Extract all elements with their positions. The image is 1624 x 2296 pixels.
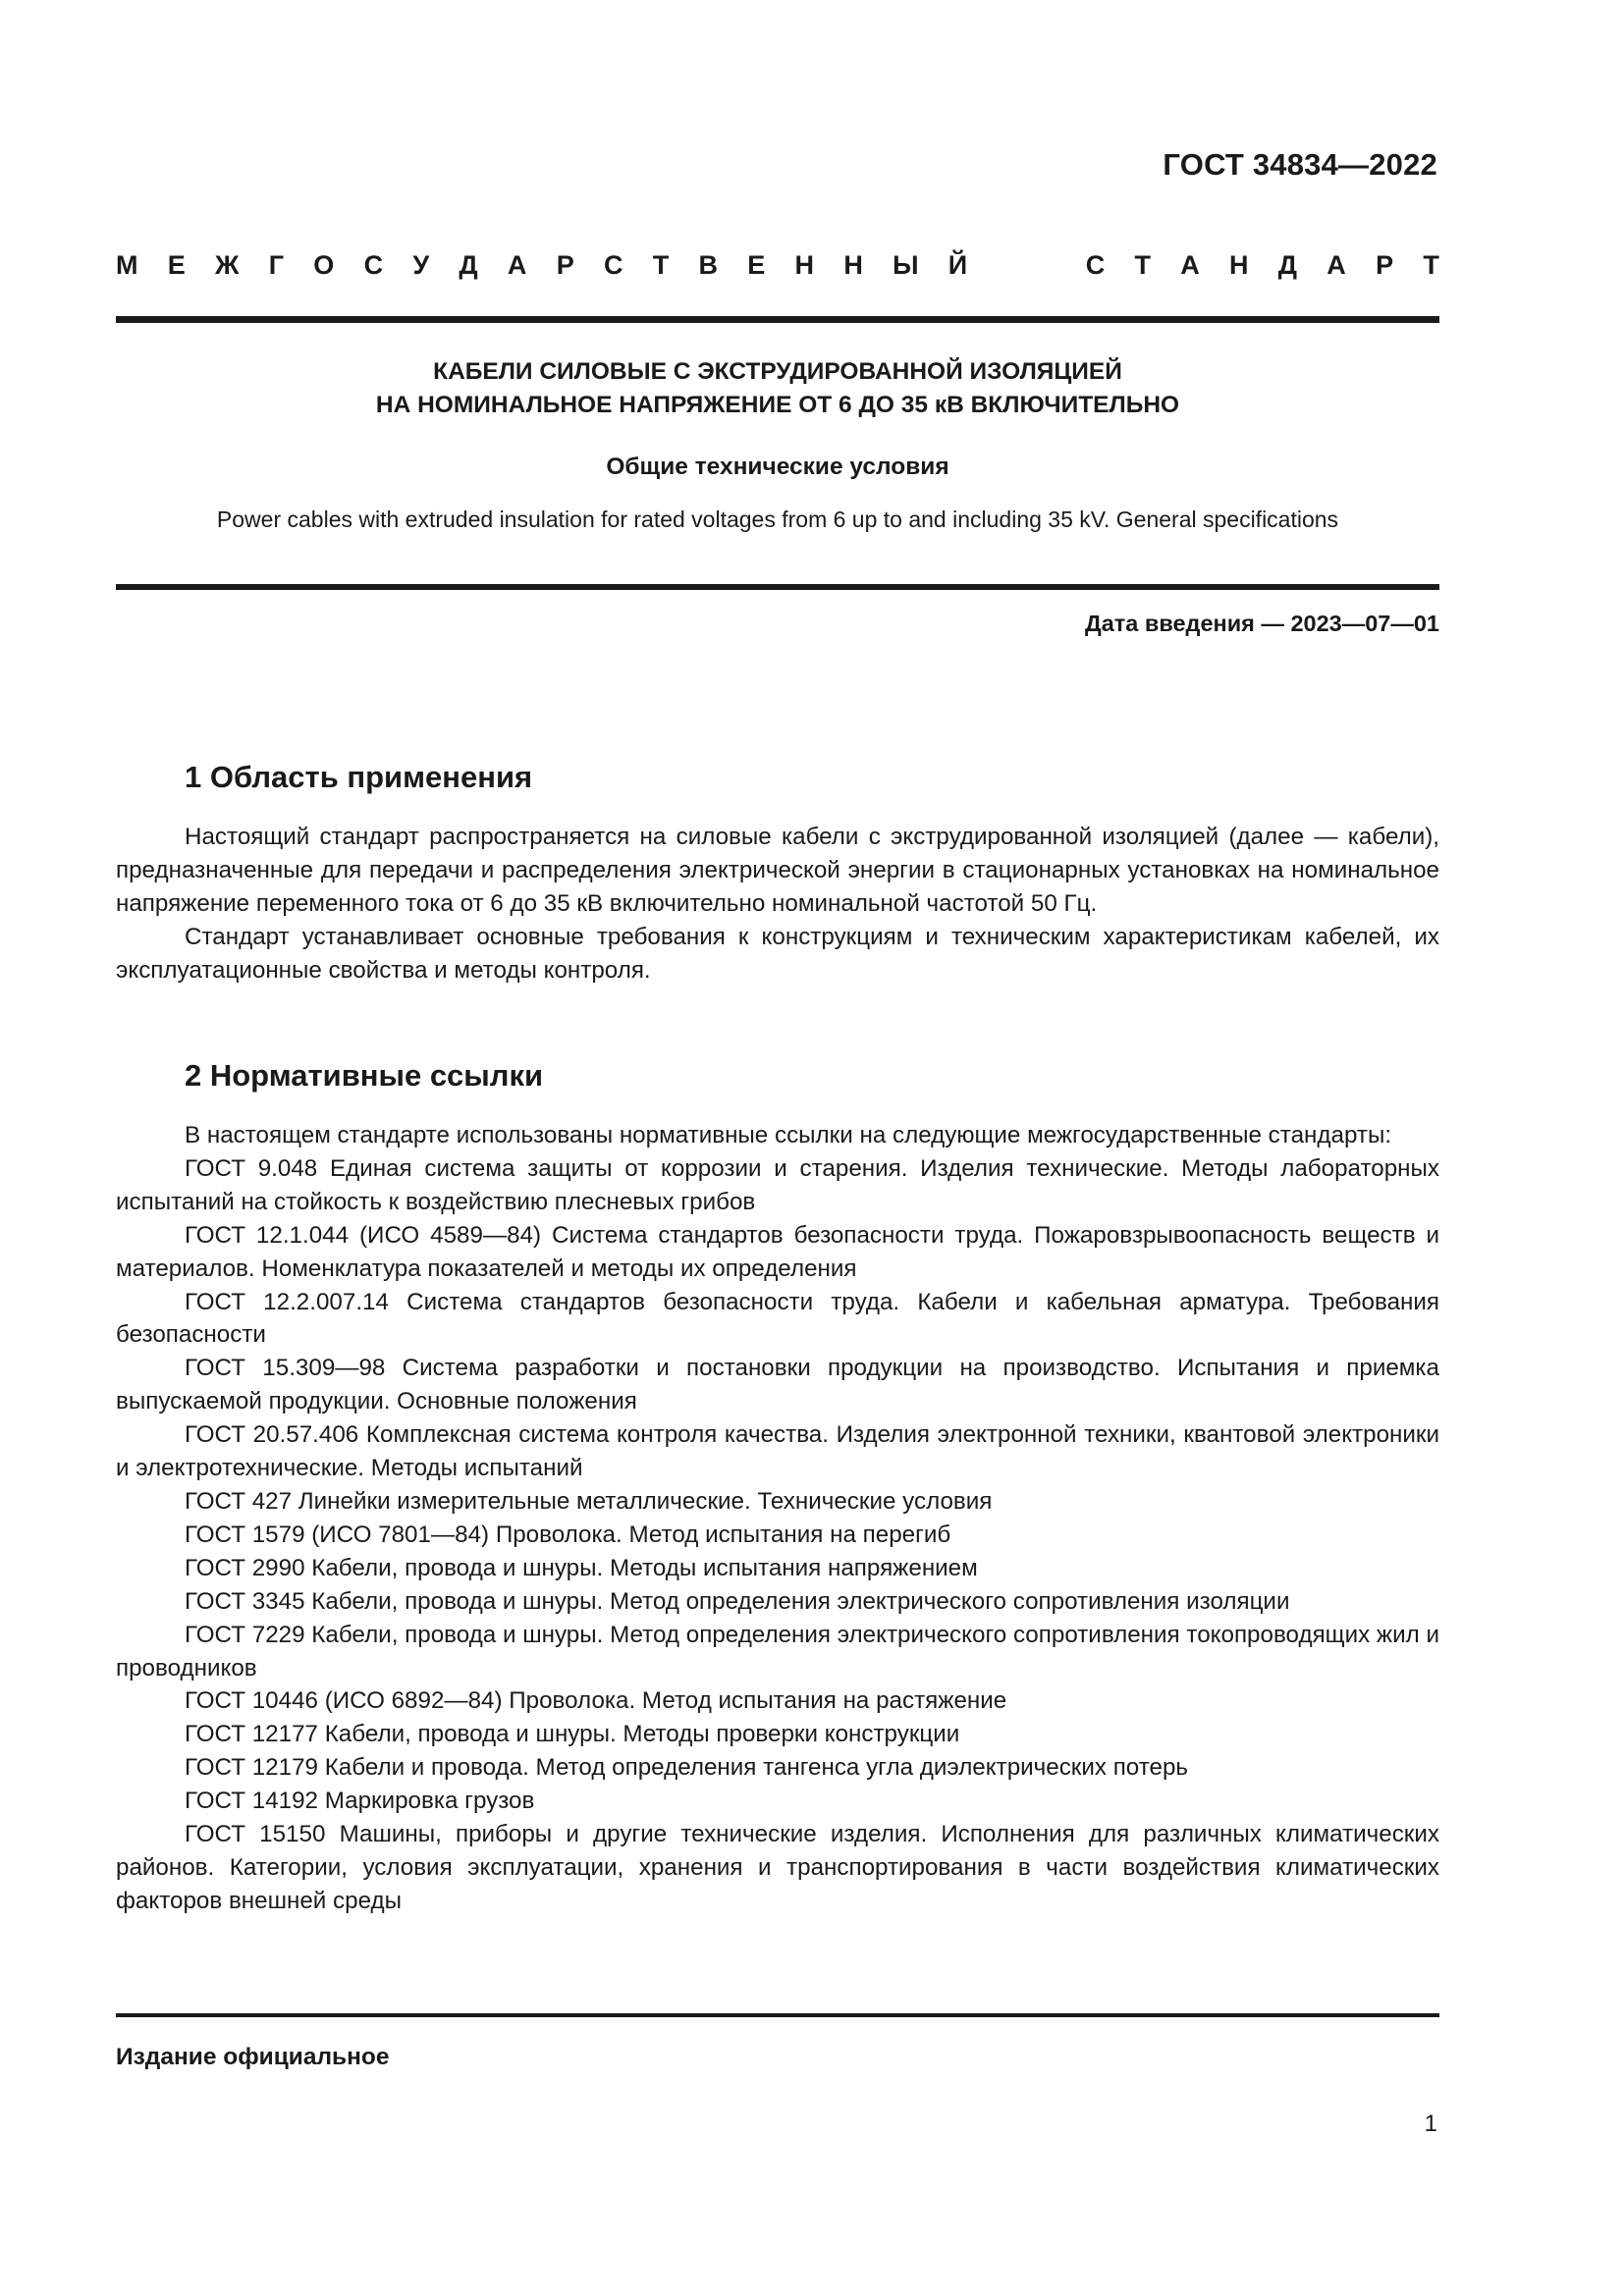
banner-letter: Н [794,250,815,280]
title-divider [116,584,1439,590]
introduction-date: Дата введения — 2023—07—01 [1084,611,1439,636]
banner-letter: Ж [215,250,240,280]
banner-letter: Ы [893,250,919,280]
section-1-heading: 1 Область применения [185,760,533,794]
reference-item: ГОСТ 1579 (ИСО 7801—84) Проволока. Метод испытания на перегиб [185,1521,951,1548]
paragraph: В настоящем стандарте использованы нормативные ссылки на следующие межгосударственные стандарты: [185,1122,1392,1148]
reference-item: ГОСТ 15150 Машины, приборы и другие технические изделия. Исполнения для различных климатических районов. Категории, условия эксплуатации, хранения и транспортирования в части воздействия климатических факторов внешней среды [116,1821,1439,1914]
banner-letter: А [1180,250,1200,280]
reference-item: ГОСТ 12.2.007.14 Система стандартов безопасности труда. Кабели и кабельная арматура. Требования безопасности [116,1288,1439,1349]
banner-letter: Т [1423,250,1439,280]
reference-item: ГОСТ 3345 Кабели, провода и шнуры. Метод определения электрического сопротивления изоляции [185,1587,1290,1615]
page-number: 1 [1424,2110,1437,2137]
banner-letter: А [507,250,527,280]
section-2-heading: 2 Нормативные ссылки [185,1058,544,1093]
banner-letter: Н [843,250,863,280]
reference-item: ГОСТ 7229 Кабели, провода и шнуры. Метод определения электрического сопротивления токопроводящих жил и проводников [116,1621,1439,1682]
banner-letter: Т [652,250,670,280]
reference-item: ГОСТ 12179 Кабели и провода. Метод определения тангенса угла диэлектрических потерь [185,1754,1189,1782]
title-line-2: НА НОМИНАЛЬНОЕ НАПРЯЖЕНИЕ ОТ 6 ДО 35 кВ ВКЛЮЧИТЕЛЬНО [375,392,1180,418]
banner-letter: Н [1229,250,1249,280]
banner-letter: Р [556,250,574,280]
title-line-1: КАБЕЛИ СИЛОВЫЕ С ЭКСТРУДИРОВАННОЙ ИЗОЛЯЦИЕЙ [433,358,1122,385]
banner-letter: А [1326,250,1346,280]
reference-item: ГОСТ 2990 Кабели, провода и шнуры. Методы испытания напряжением [185,1554,978,1581]
footer-divider [116,2013,1439,2017]
banner-letter: С [603,250,623,280]
banner-letter: В [698,250,718,280]
reference-item: ГОСТ 12.1.044 (ИСО 4589—84) Система стандартов безопасности труда. Пожаровзрывоопасность веществ и материалов. Номенклатура показателей и методы их определения [116,1221,1439,1282]
banner-letter: Е [167,250,186,280]
reference-item: ГОСТ 20.57.406 Комплексная система контроля качества. Изделия электронной техники, квантовой электроники и электротехнические. Методы испытаний [116,1421,1439,1482]
english-title: Power cables with extruded insulation for rated voltages from 6 up to and including 35 kV. General specifications [216,507,1339,532]
subtitle: Общие технические условия [606,454,949,480]
banner-letter: С [363,250,384,280]
reference-item: ГОСТ 9.048 Единая система защиты от коррозии и старения. Изделия технические. Методы лабораторных испытаний на стойкость к воздействию плесневых грибов [116,1154,1439,1215]
banner-letter: Д [1277,250,1298,280]
reference-item: ГОСТ 14192 Маркировка грузов [185,1788,535,1815]
section-2-body [116,1119,1439,1918]
section-1-body [116,821,1439,988]
banner-letter: Р [1376,250,1394,280]
banner-letter: Й [947,250,968,280]
banner-letter: Г [268,250,285,280]
banner-letter: Д [459,250,478,280]
interstate-standard-banner [116,250,1439,281]
document-number: ГОСТ 34834—2022 [1163,147,1437,182]
reference-item: ГОСТ 15.309—98 Система разработки и постановки продукции на производство. Испытания и приемка выпускаемой продукции. Основные положения [116,1355,1439,1415]
header-divider [116,316,1439,323]
banner-word-gap [997,250,1056,281]
paragraph: Настоящий стандарт распространяется на силовые кабели с экструдированной изоляцией (далее — кабели), предназначенные для передачи и распределения электрической энергии в стационарных установках на номинальное напряжение переменного тока от 6 до 35 кВ включительно номинальной частотой 50 Гц. [116,824,1439,917]
banner-letter: М [116,250,138,280]
banner-letter: Т [1134,250,1151,280]
reference-item: ГОСТ 10446 (ИСО 6892—84) Проволока. Метод испытания на растяжение [185,1687,1007,1715]
paragraph: Стандарт устанавливает основные требования к конструкциям и техническим характеристикам кабелей, их эксплуатационные свойства и методы контроля. [116,923,1439,984]
banner-letter: С [1085,250,1106,280]
reference-item: ГОСТ 427 Линейки измерительные металлические. Технические условия [185,1487,993,1515]
official-edition-label: Издание официальное [116,2044,390,2070]
banner-letter: Е [747,250,766,280]
banner-letter: О [313,250,335,280]
title-block [116,355,1439,536]
reference-item: ГОСТ 12177 Кабели, провода и шнуры. Методы проверки конструкции [185,1721,960,1748]
banner-letter: У [412,250,430,280]
